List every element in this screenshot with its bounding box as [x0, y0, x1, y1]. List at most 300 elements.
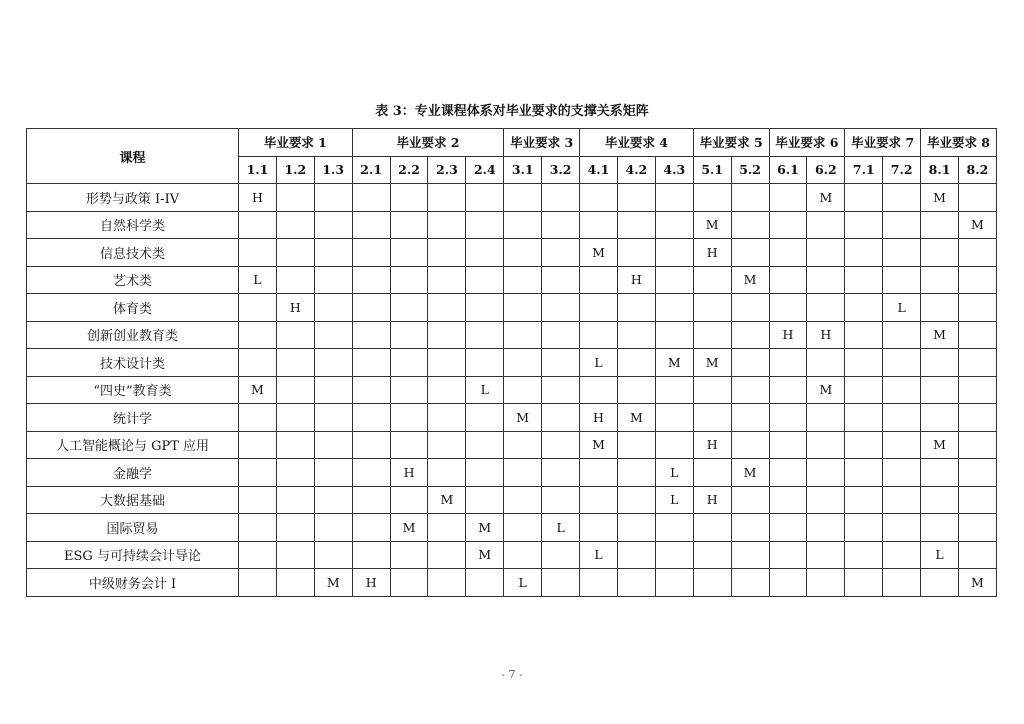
table-row [27, 294, 997, 322]
support-level-cell [428, 321, 466, 349]
support-level-cell [352, 211, 390, 239]
support-level-cell [466, 431, 504, 459]
support-level-cell [617, 541, 655, 569]
support-level-cell [807, 349, 845, 377]
support-level-cell [693, 376, 731, 404]
course-name-cell: 形势与政策 I-IV [27, 184, 239, 212]
support-level-cell [504, 321, 542, 349]
table-row [27, 404, 997, 432]
support-level-cell: H [390, 459, 428, 487]
support-level-cell [390, 294, 428, 322]
support-level-cell [466, 459, 504, 487]
requirement-sub-header: 1.3 [314, 156, 352, 184]
support-level-cell [693, 514, 731, 542]
support-level-cell [352, 321, 390, 349]
support-level-cell [883, 486, 921, 514]
support-level-cell [958, 376, 996, 404]
support-level-cell [883, 266, 921, 294]
support-level-cell [693, 184, 731, 212]
support-level-cell [276, 376, 314, 404]
support-level-cell [958, 431, 996, 459]
support-level-cell [769, 266, 807, 294]
support-level-cell [504, 211, 542, 239]
support-level-cell [807, 239, 845, 267]
support-level-cell [693, 541, 731, 569]
support-level-cell [769, 431, 807, 459]
support-level-cell [428, 541, 466, 569]
support-level-cell [921, 211, 959, 239]
support-level-cell [504, 239, 542, 267]
support-level-cell: M [921, 321, 959, 349]
support-level-cell [883, 184, 921, 212]
support-level-cell: H [580, 404, 618, 432]
support-level-cell [276, 431, 314, 459]
course-name-cell: 国际贸易 [27, 514, 239, 542]
support-level-cell [314, 486, 352, 514]
support-level-cell [769, 211, 807, 239]
support-level-cell [769, 514, 807, 542]
support-level-cell: H [239, 184, 277, 212]
support-level-cell [276, 321, 314, 349]
support-level-cell [428, 349, 466, 377]
course-name-cell: 自然科学类 [27, 211, 239, 239]
requirement-group-header: 毕业要求 6 [769, 129, 845, 157]
support-level-cell [542, 294, 580, 322]
support-level-cell [314, 266, 352, 294]
course-name-cell: “四史”教育类 [27, 376, 239, 404]
support-level-cell: M [921, 431, 959, 459]
support-level-cell [845, 541, 883, 569]
requirement-sub-header: 2.3 [428, 156, 466, 184]
support-level-cell [352, 266, 390, 294]
support-level-cell [239, 569, 277, 597]
support-level-cell [504, 184, 542, 212]
support-level-cell [693, 294, 731, 322]
requirement-sub-header: 7.2 [883, 156, 921, 184]
requirement-sub-header: 3.1 [504, 156, 542, 184]
support-level-cell [845, 404, 883, 432]
support-level-cell [958, 321, 996, 349]
support-level-cell [845, 569, 883, 597]
support-level-cell [276, 569, 314, 597]
support-level-cell [693, 321, 731, 349]
support-level-cell [314, 184, 352, 212]
support-level-cell [807, 404, 845, 432]
requirement-sub-header: 4.1 [580, 156, 618, 184]
support-level-cell [731, 349, 769, 377]
support-level-cell [542, 541, 580, 569]
support-level-cell [731, 569, 769, 597]
support-level-cell [428, 239, 466, 267]
requirement-group-header: 毕业要求 1 [239, 129, 353, 157]
support-level-cell [314, 294, 352, 322]
support-level-cell [845, 349, 883, 377]
support-level-cell: H [693, 431, 731, 459]
support-level-cell [655, 431, 693, 459]
support-level-cell [883, 349, 921, 377]
support-level-cell: M [807, 376, 845, 404]
support-level-cell: H [352, 569, 390, 597]
requirement-group-header: 毕业要求 4 [580, 129, 694, 157]
support-level-cell [466, 404, 504, 432]
support-level-cell: M [314, 569, 352, 597]
course-name-cell: ESG 与可持续会计导论 [27, 541, 239, 569]
support-level-cell: M [693, 211, 731, 239]
support-level-cell [731, 486, 769, 514]
support-level-cell [428, 211, 466, 239]
support-level-cell [276, 349, 314, 377]
support-level-cell: H [769, 321, 807, 349]
support-level-cell [655, 321, 693, 349]
support-level-cell [958, 486, 996, 514]
table-row [27, 184, 997, 212]
support-level-cell [807, 431, 845, 459]
support-level-cell: M [655, 349, 693, 377]
support-level-cell [466, 211, 504, 239]
support-level-cell [807, 211, 845, 239]
support-level-cell [314, 404, 352, 432]
requirement-sub-header: 7.1 [845, 156, 883, 184]
course-name-cell: 中级财务会计 I [27, 569, 239, 597]
support-level-cell [314, 321, 352, 349]
requirement-sub-header: 3.2 [542, 156, 580, 184]
support-level-cell [845, 431, 883, 459]
support-level-cell [239, 321, 277, 349]
support-level-cell [617, 431, 655, 459]
support-level-cell [769, 376, 807, 404]
requirement-sub-header: 1.1 [239, 156, 277, 184]
support-level-cell [504, 459, 542, 487]
support-level-cell: L [883, 294, 921, 322]
support-level-cell [504, 431, 542, 459]
support-level-cell [390, 211, 428, 239]
support-level-cell: H [617, 266, 655, 294]
support-level-cell [921, 459, 959, 487]
support-level-cell [845, 211, 883, 239]
support-level-cell [314, 376, 352, 404]
table-row [27, 211, 997, 239]
support-level-cell [428, 459, 466, 487]
support-level-cell [390, 431, 428, 459]
support-level-cell [883, 514, 921, 542]
support-level-cell: M [466, 541, 504, 569]
support-level-cell: M [580, 239, 618, 267]
support-level-cell [958, 349, 996, 377]
support-level-cell [731, 541, 769, 569]
support-level-cell [655, 184, 693, 212]
support-level-cell [845, 294, 883, 322]
support-level-cell [390, 486, 428, 514]
support-level-cell: M [958, 211, 996, 239]
support-level-cell [580, 376, 618, 404]
support-level-cell: L [504, 569, 542, 597]
requirement-sub-header: 5.2 [731, 156, 769, 184]
support-level-cell [958, 266, 996, 294]
support-level-cell: M [390, 514, 428, 542]
support-level-cell: M [921, 184, 959, 212]
support-level-cell [655, 569, 693, 597]
support-level-cell [921, 404, 959, 432]
support-level-cell [504, 294, 542, 322]
support-level-cell [883, 211, 921, 239]
support-level-cell [731, 184, 769, 212]
support-level-cell [390, 404, 428, 432]
support-level-cell [390, 376, 428, 404]
requirement-sub-header: 4.2 [617, 156, 655, 184]
support-level-cell: M [580, 431, 618, 459]
support-level-cell [655, 404, 693, 432]
support-level-cell [504, 349, 542, 377]
support-level-cell [542, 486, 580, 514]
support-level-cell [466, 321, 504, 349]
requirement-group-header: 毕业要求 8 [921, 129, 997, 157]
support-level-cell [655, 211, 693, 239]
support-level-cell [693, 266, 731, 294]
support-level-cell [883, 404, 921, 432]
support-level-cell [542, 459, 580, 487]
support-level-cell [655, 294, 693, 322]
support-level-cell [239, 431, 277, 459]
support-level-cell [239, 486, 277, 514]
table-row [27, 321, 997, 349]
support-level-cell [352, 294, 390, 322]
support-level-cell [239, 349, 277, 377]
support-level-cell [542, 376, 580, 404]
support-level-cell [276, 239, 314, 267]
course-name-cell: 技术设计类 [27, 349, 239, 377]
support-level-cell [276, 211, 314, 239]
support-level-cell [428, 514, 466, 542]
support-level-cell [276, 459, 314, 487]
support-level-cell [731, 431, 769, 459]
support-level-cell: L [655, 459, 693, 487]
support-level-cell: L [580, 541, 618, 569]
support-level-cell [390, 349, 428, 377]
support-level-cell [617, 239, 655, 267]
support-level-cell [807, 514, 845, 542]
support-level-cell [390, 184, 428, 212]
support-level-cell [276, 486, 314, 514]
support-level-cell [352, 486, 390, 514]
support-level-cell [390, 541, 428, 569]
table-row [27, 239, 997, 267]
page-number: - 7 - [501, 668, 523, 681]
support-level-cell [390, 569, 428, 597]
support-level-cell [580, 321, 618, 349]
support-level-cell [239, 459, 277, 487]
support-level-cell [390, 321, 428, 349]
support-level-cell [883, 541, 921, 569]
support-level-cell [921, 486, 959, 514]
support-level-cell: L [542, 514, 580, 542]
support-level-cell [731, 239, 769, 267]
support-level-cell [958, 541, 996, 569]
support-level-cell [693, 569, 731, 597]
support-level-cell [314, 459, 352, 487]
support-level-cell [542, 569, 580, 597]
support-level-cell [314, 514, 352, 542]
requirement-sub-header: 2.2 [390, 156, 428, 184]
support-level-cell [921, 266, 959, 294]
support-level-cell [617, 569, 655, 597]
support-level-cell [276, 184, 314, 212]
support-level-cell [731, 514, 769, 542]
support-matrix-table [26, 128, 997, 597]
table-row [27, 349, 997, 377]
support-level-cell [921, 294, 959, 322]
support-level-cell [883, 376, 921, 404]
support-level-cell [504, 514, 542, 542]
support-level-cell [807, 541, 845, 569]
support-level-cell [655, 514, 693, 542]
support-level-cell [883, 459, 921, 487]
table-row [27, 486, 997, 514]
course-name-cell: 大数据基础 [27, 486, 239, 514]
support-level-cell: M [239, 376, 277, 404]
support-level-cell [466, 184, 504, 212]
support-level-cell [769, 184, 807, 212]
course-column-header: 课程 [27, 129, 239, 184]
support-level-cell: L [921, 541, 959, 569]
course-name-cell: 信息技术类 [27, 239, 239, 267]
requirement-sub-header: 1.2 [276, 156, 314, 184]
support-level-cell [428, 294, 466, 322]
support-level-cell [276, 514, 314, 542]
support-level-cell [845, 239, 883, 267]
support-level-cell: H [693, 239, 731, 267]
support-level-cell [617, 486, 655, 514]
support-level-cell: M [466, 514, 504, 542]
support-level-cell [352, 459, 390, 487]
support-level-cell: L [580, 349, 618, 377]
support-level-cell [352, 431, 390, 459]
support-level-cell: H [276, 294, 314, 322]
support-level-cell [617, 294, 655, 322]
support-level-cell [655, 266, 693, 294]
support-level-cell [276, 404, 314, 432]
support-level-cell [239, 211, 277, 239]
support-level-cell [239, 294, 277, 322]
support-level-cell: M [731, 266, 769, 294]
requirement-sub-header: 4.3 [655, 156, 693, 184]
support-level-cell [769, 486, 807, 514]
support-level-cell [958, 404, 996, 432]
requirement-group-header: 毕业要求 5 [693, 129, 769, 157]
support-level-cell [958, 459, 996, 487]
requirement-group-header: 毕业要求 7 [845, 129, 921, 157]
support-level-cell [958, 294, 996, 322]
requirement-group-header: 毕业要求 3 [504, 129, 580, 157]
table-row [27, 459, 997, 487]
support-level-cell [769, 569, 807, 597]
support-level-cell [807, 569, 845, 597]
support-level-cell [807, 294, 845, 322]
support-level-cell: M [617, 404, 655, 432]
support-level-cell [769, 294, 807, 322]
requirement-sub-header: 6.1 [769, 156, 807, 184]
support-level-cell: M [504, 404, 542, 432]
support-level-cell [239, 541, 277, 569]
support-level-cell [580, 459, 618, 487]
support-level-cell [580, 184, 618, 212]
support-level-cell [504, 486, 542, 514]
support-level-cell [504, 541, 542, 569]
support-level-cell [428, 266, 466, 294]
support-level-cell [769, 404, 807, 432]
support-level-cell [617, 184, 655, 212]
support-level-cell [390, 239, 428, 267]
support-level-cell: M [693, 349, 731, 377]
support-level-cell [542, 184, 580, 212]
support-level-cell [428, 404, 466, 432]
table-row [27, 376, 997, 404]
requirement-sub-header: 2.4 [466, 156, 504, 184]
support-level-cell: M [958, 569, 996, 597]
support-level-cell [314, 541, 352, 569]
support-level-cell [352, 349, 390, 377]
support-level-cell [314, 349, 352, 377]
support-level-cell [731, 321, 769, 349]
support-level-cell [390, 266, 428, 294]
support-level-cell [466, 486, 504, 514]
support-level-cell [921, 569, 959, 597]
support-level-cell [504, 266, 542, 294]
table-row [27, 514, 997, 542]
support-level-cell [958, 184, 996, 212]
support-level-cell [845, 266, 883, 294]
support-level-cell [883, 239, 921, 267]
support-level-cell [542, 431, 580, 459]
support-level-cell [580, 569, 618, 597]
support-level-cell [542, 321, 580, 349]
support-level-cell [769, 541, 807, 569]
support-level-cell [693, 404, 731, 432]
support-level-cell [352, 239, 390, 267]
support-level-cell [769, 459, 807, 487]
support-level-cell [845, 514, 883, 542]
support-level-cell [352, 376, 390, 404]
support-level-cell [466, 349, 504, 377]
support-level-cell [352, 541, 390, 569]
support-level-cell [958, 514, 996, 542]
support-level-cell [883, 431, 921, 459]
support-level-cell [617, 321, 655, 349]
support-level-cell [883, 321, 921, 349]
support-level-cell [731, 211, 769, 239]
support-level-cell [617, 349, 655, 377]
support-level-cell [845, 459, 883, 487]
support-level-cell [428, 184, 466, 212]
support-level-cell [466, 569, 504, 597]
support-level-cell [769, 349, 807, 377]
support-level-cell [352, 404, 390, 432]
support-level-cell [239, 239, 277, 267]
course-name-cell: 统计学 [27, 404, 239, 432]
support-level-cell [314, 431, 352, 459]
support-level-cell [655, 541, 693, 569]
support-level-cell [883, 569, 921, 597]
support-level-cell [504, 376, 542, 404]
support-level-cell [655, 239, 693, 267]
support-level-cell [617, 376, 655, 404]
support-level-cell [958, 239, 996, 267]
requirement-group-header: 毕业要求 2 [352, 129, 504, 157]
course-name-cell: 金融学 [27, 459, 239, 487]
support-level-cell [769, 239, 807, 267]
support-level-cell [314, 211, 352, 239]
support-level-cell [921, 239, 959, 267]
support-level-cell [693, 459, 731, 487]
